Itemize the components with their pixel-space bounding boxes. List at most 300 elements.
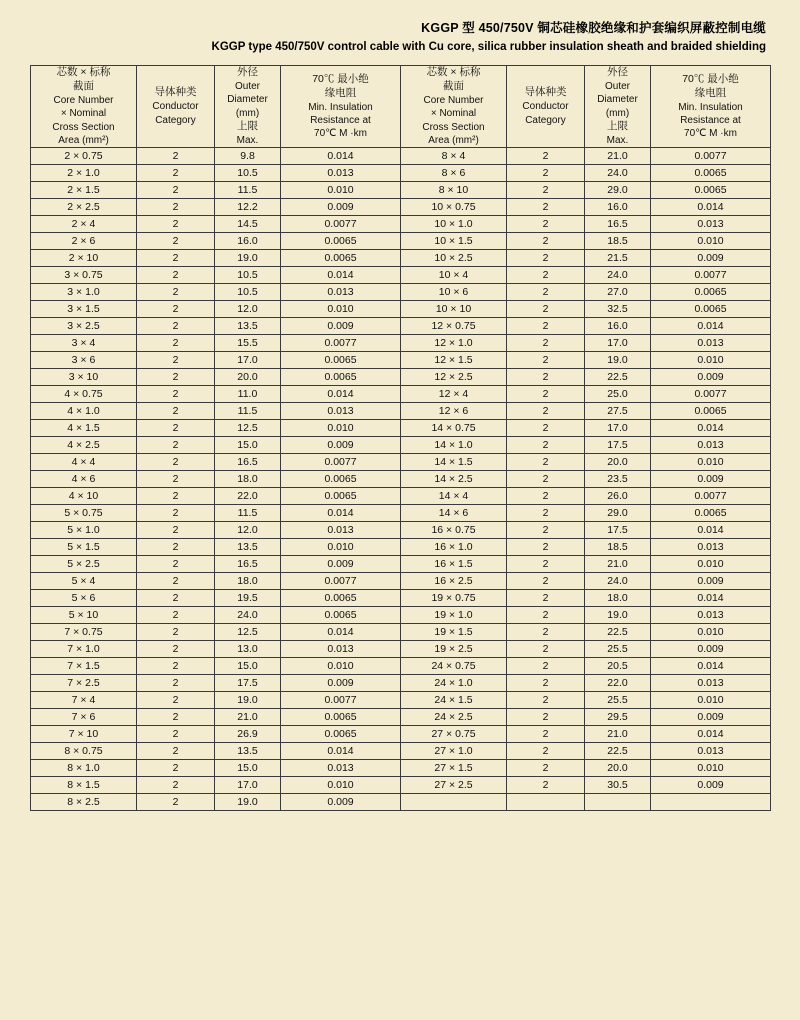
table-body xyxy=(31,148,771,811)
col-header-insulation-resistance-left xyxy=(281,66,401,148)
cell-core-number-right: 12 × 4 xyxy=(401,386,507,403)
cell-outer-diameter-left: 11.0 xyxy=(215,386,281,403)
cell-core-number-right: 24 × 1.5 xyxy=(401,692,507,709)
table-header xyxy=(31,66,771,148)
cell-conductor-category-left: 2 xyxy=(137,641,215,658)
table-row xyxy=(31,539,771,556)
header-text: 缘电阻 xyxy=(694,86,727,99)
cell-outer-diameter-right: 29.5 xyxy=(585,709,651,726)
cell-outer-diameter-right: 21.0 xyxy=(585,556,651,573)
header-text: 截面 xyxy=(73,79,94,92)
cell-insulation-resistance-right: 0.0065 xyxy=(651,403,771,420)
table-row xyxy=(31,709,771,726)
col-header-conductor-category-right xyxy=(507,66,585,148)
header-text: Conductor xyxy=(522,101,569,113)
cell-conductor-category-left: 2 xyxy=(137,335,215,352)
cell-outer-diameter-left: 22.0 xyxy=(215,488,281,505)
header-text: × Nominal xyxy=(60,108,107,120)
cell-conductor-category-right: 2 xyxy=(507,403,585,420)
cell-outer-diameter-right: 25.0 xyxy=(585,386,651,403)
cell-conductor-category-left: 2 xyxy=(137,148,215,165)
cell-conductor-category-left: 2 xyxy=(137,454,215,471)
table-row xyxy=(31,284,771,301)
cell-outer-diameter-left: 18.0 xyxy=(215,471,281,488)
cell-outer-diameter-left: 20.0 xyxy=(215,369,281,386)
cell-outer-diameter-left: 13.0 xyxy=(215,641,281,658)
cell-insulation-resistance-left: 0.014 xyxy=(281,386,401,403)
cell-core-number-right: 10 × 1.0 xyxy=(401,216,507,233)
cell-outer-diameter-left: 17.0 xyxy=(215,352,281,369)
cell-insulation-resistance-right: 0.013 xyxy=(651,216,771,233)
cell-outer-diameter-left: 18.0 xyxy=(215,573,281,590)
cell-insulation-resistance-right: 0.014 xyxy=(651,318,771,335)
cell-insulation-resistance-left: 0.009 xyxy=(281,675,401,692)
cell-conductor-category-left: 2 xyxy=(137,199,215,216)
cell-core-number-left: 3 × 4 xyxy=(31,335,137,352)
cell-conductor-category-right xyxy=(507,794,585,811)
cell-outer-diameter-right: 30.5 xyxy=(585,777,651,794)
cell-core-number-right: 16 × 1.0 xyxy=(401,539,507,556)
cell-conductor-category-right: 2 xyxy=(507,284,585,301)
cell-insulation-resistance-right: 0.0077 xyxy=(651,386,771,403)
cell-insulation-resistance-left: 0.009 xyxy=(281,437,401,454)
cell-core-number-left: 7 × 0.75 xyxy=(31,624,137,641)
cell-conductor-category-left: 2 xyxy=(137,556,215,573)
cell-outer-diameter-right: 18.5 xyxy=(585,539,651,556)
table-row xyxy=(31,403,771,420)
table-row xyxy=(31,641,771,658)
cell-conductor-category-left: 2 xyxy=(137,250,215,267)
cell-conductor-category-right: 2 xyxy=(507,471,585,488)
cell-outer-diameter-left: 12.0 xyxy=(215,301,281,318)
cell-conductor-category-right: 2 xyxy=(507,522,585,539)
table-row xyxy=(31,420,771,437)
cell-outer-diameter-right: 26.0 xyxy=(585,488,651,505)
cell-core-number-left: 2 × 10 xyxy=(31,250,137,267)
header-text: Category xyxy=(155,114,196,126)
cell-insulation-resistance-right: 0.010 xyxy=(651,624,771,641)
cell-outer-diameter-right: 17.0 xyxy=(585,335,651,352)
cell-outer-diameter-left: 19.0 xyxy=(215,692,281,709)
cell-conductor-category-right: 2 xyxy=(507,573,585,590)
cell-conductor-category-left: 2 xyxy=(137,318,215,335)
cell-insulation-resistance-right: 0.013 xyxy=(651,675,771,692)
cell-insulation-resistance-right: 0.009 xyxy=(651,777,771,794)
header-text: 导体种类 xyxy=(524,86,567,99)
cell-insulation-resistance-left: 0.014 xyxy=(281,267,401,284)
cell-core-number-right xyxy=(401,794,507,811)
header-text: Area (mm²) xyxy=(58,134,109,146)
table-row xyxy=(31,624,771,641)
table-row xyxy=(31,556,771,573)
cell-outer-diameter-right: 25.5 xyxy=(585,641,651,658)
table-row xyxy=(31,726,771,743)
cell-insulation-resistance-left: 0.009 xyxy=(281,556,401,573)
cell-insulation-resistance-left: 0.010 xyxy=(281,539,401,556)
cell-insulation-resistance-left: 0.0065 xyxy=(281,352,401,369)
cell-core-number-right: 14 × 4 xyxy=(401,488,507,505)
table-row xyxy=(31,692,771,709)
cell-insulation-resistance-left: 0.014 xyxy=(281,148,401,165)
cell-core-number-right: 24 × 1.0 xyxy=(401,675,507,692)
cell-outer-diameter-right: 20.0 xyxy=(585,454,651,471)
cell-insulation-resistance-left: 0.010 xyxy=(281,182,401,199)
cell-conductor-category-left: 2 xyxy=(137,182,215,199)
cell-outer-diameter-right: 23.5 xyxy=(585,471,651,488)
cell-insulation-resistance-right: 0.009 xyxy=(651,573,771,590)
cell-conductor-category-left: 2 xyxy=(137,624,215,641)
cell-outer-diameter-right: 16.0 xyxy=(585,199,651,216)
cell-outer-diameter-left: 26.9 xyxy=(215,726,281,743)
cell-insulation-resistance-left: 0.010 xyxy=(281,777,401,794)
cell-conductor-category-right: 2 xyxy=(507,250,585,267)
cell-core-number-right: 19 × 1.0 xyxy=(401,607,507,624)
cell-insulation-resistance-right: 0.014 xyxy=(651,522,771,539)
table-row xyxy=(31,182,771,199)
header-text: 导体种类 xyxy=(154,86,197,99)
cell-core-number-right: 24 × 0.75 xyxy=(401,658,507,675)
cell-insulation-resistance-right: 0.009 xyxy=(651,471,771,488)
cell-conductor-category-left: 2 xyxy=(137,284,215,301)
cell-insulation-resistance-left: 0.0065 xyxy=(281,607,401,624)
cell-core-number-left: 8 × 1.5 xyxy=(31,777,137,794)
header-text: Min. Insulation xyxy=(308,101,373,113)
cell-conductor-category-left: 2 xyxy=(137,267,215,284)
cell-outer-diameter-right: 17.0 xyxy=(585,420,651,437)
cell-core-number-left: 5 × 1.5 xyxy=(31,539,137,556)
cell-insulation-resistance-left: 0.013 xyxy=(281,760,401,777)
cell-outer-diameter-left: 17.0 xyxy=(215,777,281,794)
cell-outer-diameter-left: 13.5 xyxy=(215,743,281,760)
table-row xyxy=(31,454,771,471)
header-text: Max. xyxy=(236,134,259,146)
cell-insulation-resistance-right: 0.014 xyxy=(651,199,771,216)
cell-core-number-right: 19 × 0.75 xyxy=(401,590,507,607)
cell-core-number-right: 8 × 10 xyxy=(401,182,507,199)
cell-insulation-resistance-left: 0.0065 xyxy=(281,726,401,743)
cell-conductor-category-right: 2 xyxy=(507,624,585,641)
cell-outer-diameter-right: 17.5 xyxy=(585,522,651,539)
cell-conductor-category-left: 2 xyxy=(137,794,215,811)
cell-core-number-left: 8 × 2.5 xyxy=(31,794,137,811)
table-row xyxy=(31,607,771,624)
cell-insulation-resistance-right: 0.0065 xyxy=(651,301,771,318)
header-text: Category xyxy=(525,114,566,126)
cell-outer-diameter-left: 10.5 xyxy=(215,165,281,182)
cell-insulation-resistance-left: 0.0065 xyxy=(281,488,401,505)
cell-outer-diameter-left: 15.0 xyxy=(215,658,281,675)
cell-conductor-category-right: 2 xyxy=(507,335,585,352)
cell-outer-diameter-right: 16.0 xyxy=(585,318,651,335)
cell-conductor-category-left: 2 xyxy=(137,216,215,233)
cell-insulation-resistance-left: 0.014 xyxy=(281,624,401,641)
table-row xyxy=(31,352,771,369)
cell-core-number-right: 14 × 2.5 xyxy=(401,471,507,488)
cell-outer-diameter-left: 21.0 xyxy=(215,709,281,726)
cell-core-number-left: 8 × 0.75 xyxy=(31,743,137,760)
cell-outer-diameter-right: 24.0 xyxy=(585,165,651,182)
header-text: 70℃ M ·km xyxy=(684,128,737,140)
table-row xyxy=(31,267,771,284)
cell-core-number-right: 10 × 6 xyxy=(401,284,507,301)
cell-outer-diameter-left: 19.0 xyxy=(215,794,281,811)
cell-insulation-resistance-right: 0.010 xyxy=(651,233,771,250)
cell-insulation-resistance-left: 0.0065 xyxy=(281,590,401,607)
cell-core-number-right: 16 × 0.75 xyxy=(401,522,507,539)
cell-core-number-right: 27 × 2.5 xyxy=(401,777,507,794)
cell-core-number-left: 3 × 6 xyxy=(31,352,137,369)
cell-core-number-right: 10 × 0.75 xyxy=(401,199,507,216)
table-row xyxy=(31,369,771,386)
cell-conductor-category-right: 2 xyxy=(507,556,585,573)
cell-insulation-resistance-left: 0.010 xyxy=(281,658,401,675)
cell-core-number-right: 12 × 6 xyxy=(401,403,507,420)
col-header-insulation-resistance-right xyxy=(651,66,771,148)
cell-insulation-resistance-left: 0.009 xyxy=(281,318,401,335)
cell-conductor-category-right: 2 xyxy=(507,675,585,692)
cell-outer-diameter-right: 18.5 xyxy=(585,233,651,250)
header-text: Cross Section xyxy=(52,121,115,133)
cell-conductor-category-left: 2 xyxy=(137,420,215,437)
table-row xyxy=(31,335,771,352)
cell-conductor-category-left: 2 xyxy=(137,488,215,505)
cell-conductor-category-left: 2 xyxy=(137,505,215,522)
header-text: 芯数 × 标称 xyxy=(426,66,481,78)
cell-outer-diameter-right: 27.5 xyxy=(585,403,651,420)
cell-insulation-resistance-left: 0.013 xyxy=(281,403,401,420)
cell-outer-diameter-left: 16.5 xyxy=(215,556,281,573)
header-text: 上限 xyxy=(237,119,258,132)
cell-insulation-resistance-left: 0.009 xyxy=(281,199,401,216)
cell-insulation-resistance-right: 0.010 xyxy=(651,692,771,709)
cell-core-number-left: 5 × 4 xyxy=(31,573,137,590)
cell-core-number-right: 19 × 1.5 xyxy=(401,624,507,641)
document-title-cn: KGGP 型 450/750V 铜芯硅橡胶绝缘和护套编织屏蔽控制电缆 xyxy=(421,21,766,35)
header-text: 外径 xyxy=(237,66,258,78)
table-row xyxy=(31,522,771,539)
cell-conductor-category-right: 2 xyxy=(507,182,585,199)
cell-core-number-right: 16 × 1.5 xyxy=(401,556,507,573)
header-text: Core Number xyxy=(423,94,484,106)
cell-core-number-right: 24 × 2.5 xyxy=(401,709,507,726)
header-text: 芯数 × 标称 xyxy=(56,66,111,78)
cell-core-number-left: 5 × 2.5 xyxy=(31,556,137,573)
cell-conductor-category-left: 2 xyxy=(137,760,215,777)
cell-insulation-resistance-right: 0.0065 xyxy=(651,505,771,522)
cell-outer-diameter-right: 22.5 xyxy=(585,624,651,641)
cell-conductor-category-right: 2 xyxy=(507,709,585,726)
cell-outer-diameter-left: 16.5 xyxy=(215,454,281,471)
cell-core-number-left: 4 × 4 xyxy=(31,454,137,471)
cell-core-number-left: 2 × 1.0 xyxy=(31,165,137,182)
cell-core-number-right: 27 × 1.5 xyxy=(401,760,507,777)
cell-insulation-resistance-right: 0.0065 xyxy=(651,284,771,301)
cell-insulation-resistance-right: 0.009 xyxy=(651,250,771,267)
cell-conductor-category-right: 2 xyxy=(507,199,585,216)
header-text: Resistance at xyxy=(310,114,371,126)
cell-core-number-right: 10 × 4 xyxy=(401,267,507,284)
cell-conductor-category-right: 2 xyxy=(507,488,585,505)
header-text: Diameter xyxy=(227,94,268,106)
cell-core-number-right: 12 × 1.0 xyxy=(401,335,507,352)
table-row xyxy=(31,199,771,216)
cell-outer-diameter-right: 24.0 xyxy=(585,573,651,590)
cell-conductor-category-right: 2 xyxy=(507,760,585,777)
cell-insulation-resistance-left: 0.0077 xyxy=(281,573,401,590)
cell-conductor-category-left: 2 xyxy=(137,233,215,250)
table-header-row xyxy=(31,66,771,148)
table-row xyxy=(31,148,771,165)
header-text: 截面 xyxy=(443,79,464,92)
header-text: 70℃ 最小绝 xyxy=(312,72,369,85)
cell-conductor-category-right: 2 xyxy=(507,386,585,403)
cell-conductor-category-right: 2 xyxy=(507,607,585,624)
cell-core-number-left: 4 × 1.0 xyxy=(31,403,137,420)
cell-core-number-right: 12 × 0.75 xyxy=(401,318,507,335)
header-text: Conductor xyxy=(152,101,199,113)
cell-insulation-resistance-right: 0.014 xyxy=(651,420,771,437)
cell-outer-diameter-left: 15.0 xyxy=(215,760,281,777)
cell-outer-diameter-right: 24.0 xyxy=(585,267,651,284)
cell-insulation-resistance-right: 0.014 xyxy=(651,726,771,743)
cell-core-number-left: 4 × 2.5 xyxy=(31,437,137,454)
cell-outer-diameter-left: 13.5 xyxy=(215,318,281,335)
cell-outer-diameter-left: 12.5 xyxy=(215,420,281,437)
cell-outer-diameter-right: 29.0 xyxy=(585,505,651,522)
cell-outer-diameter-right: 22.5 xyxy=(585,369,651,386)
cell-conductor-category-left: 2 xyxy=(137,352,215,369)
header-text: Resistance at xyxy=(680,114,741,126)
cell-outer-diameter-left: 10.5 xyxy=(215,267,281,284)
cell-outer-diameter-right: 32.5 xyxy=(585,301,651,318)
cell-outer-diameter-right: 20.5 xyxy=(585,658,651,675)
header-text: (mm) xyxy=(605,107,630,119)
cell-core-number-right: 10 × 1.5 xyxy=(401,233,507,250)
cell-insulation-resistance-right: 0.0077 xyxy=(651,148,771,165)
header-text: 70℃ M ·km xyxy=(314,128,367,140)
cell-conductor-category-left: 2 xyxy=(137,726,215,743)
cell-conductor-category-right: 2 xyxy=(507,726,585,743)
cell-insulation-resistance-right: 0.013 xyxy=(651,607,771,624)
table-row xyxy=(31,675,771,692)
cell-conductor-category-left: 2 xyxy=(137,607,215,624)
col-header-conductor-category-left xyxy=(137,66,215,148)
cell-conductor-category-left: 2 xyxy=(137,301,215,318)
col-header-outer-diameter-left xyxy=(215,66,281,148)
cell-conductor-category-right: 2 xyxy=(507,352,585,369)
cell-outer-diameter-left: 12.0 xyxy=(215,522,281,539)
cell-insulation-resistance-left: 0.0065 xyxy=(281,233,401,250)
cell-core-number-left: 7 × 4 xyxy=(31,692,137,709)
cell-core-number-left: 5 × 10 xyxy=(31,607,137,624)
cell-insulation-resistance-right: 0.009 xyxy=(651,369,771,386)
table-row xyxy=(31,488,771,505)
cell-insulation-resistance-left: 0.0077 xyxy=(281,692,401,709)
table-row xyxy=(31,301,771,318)
cell-core-number-left: 8 × 1.0 xyxy=(31,760,137,777)
cell-insulation-resistance-right xyxy=(651,794,771,811)
cell-conductor-category-right: 2 xyxy=(507,743,585,760)
cell-conductor-category-left: 2 xyxy=(137,369,215,386)
cell-outer-diameter-right: 25.5 xyxy=(585,692,651,709)
cell-outer-diameter-left: 11.5 xyxy=(215,182,281,199)
header-text: Outer xyxy=(234,80,260,92)
cell-insulation-resistance-left: 0.010 xyxy=(281,301,401,318)
cell-insulation-resistance-right: 0.009 xyxy=(651,641,771,658)
cell-core-number-left: 2 × 2.5 xyxy=(31,199,137,216)
cell-insulation-resistance-right: 0.014 xyxy=(651,658,771,675)
table-row xyxy=(31,573,771,590)
cell-outer-diameter-right: 21.5 xyxy=(585,250,651,267)
cell-core-number-left: 3 × 1.0 xyxy=(31,284,137,301)
table-row xyxy=(31,437,771,454)
cell-core-number-right: 10 × 10 xyxy=(401,301,507,318)
cell-outer-diameter-right: 21.0 xyxy=(585,726,651,743)
header-text: Core Number xyxy=(53,94,114,106)
cell-outer-diameter-left: 24.0 xyxy=(215,607,281,624)
cell-conductor-category-right: 2 xyxy=(507,233,585,250)
cell-core-number-left: 5 × 6 xyxy=(31,590,137,607)
table-row xyxy=(31,794,771,811)
cell-core-number-right: 14 × 6 xyxy=(401,505,507,522)
cell-insulation-resistance-right: 0.0077 xyxy=(651,488,771,505)
cell-insulation-resistance-right: 0.010 xyxy=(651,454,771,471)
cell-insulation-resistance-left: 0.0065 xyxy=(281,250,401,267)
cell-conductor-category-left: 2 xyxy=(137,165,215,182)
header-text: Cross Section xyxy=(422,121,485,133)
cell-conductor-category-right: 2 xyxy=(507,216,585,233)
cell-insulation-resistance-left: 0.013 xyxy=(281,284,401,301)
cell-outer-diameter-right: 20.0 xyxy=(585,760,651,777)
cell-core-number-left: 7 × 10 xyxy=(31,726,137,743)
cell-core-number-left: 7 × 2.5 xyxy=(31,675,137,692)
cell-outer-diameter-left: 11.5 xyxy=(215,505,281,522)
cell-core-number-right: 14 × 0.75 xyxy=(401,420,507,437)
cell-insulation-resistance-left: 0.0065 xyxy=(281,471,401,488)
header-text: 缘电阻 xyxy=(324,86,357,99)
table-row xyxy=(31,318,771,335)
cell-outer-diameter-left: 13.5 xyxy=(215,539,281,556)
cell-outer-diameter-right: 29.0 xyxy=(585,182,651,199)
table-row xyxy=(31,743,771,760)
header-text: 外径 xyxy=(607,66,628,78)
cell-conductor-category-right: 2 xyxy=(507,301,585,318)
cell-insulation-resistance-left: 0.013 xyxy=(281,522,401,539)
cell-conductor-category-right: 2 xyxy=(507,148,585,165)
cell-core-number-right: 12 × 1.5 xyxy=(401,352,507,369)
cell-core-number-left: 2 × 0.75 xyxy=(31,148,137,165)
cell-outer-diameter-left: 15.0 xyxy=(215,437,281,454)
header-text: Min. Insulation xyxy=(678,101,743,113)
cell-core-number-left: 2 × 4 xyxy=(31,216,137,233)
cell-core-number-left: 4 × 6 xyxy=(31,471,137,488)
cell-conductor-category-right: 2 xyxy=(507,437,585,454)
cell-insulation-resistance-right: 0.010 xyxy=(651,556,771,573)
table-row xyxy=(31,216,771,233)
cell-insulation-resistance-left: 0.014 xyxy=(281,505,401,522)
cell-core-number-right: 27 × 1.0 xyxy=(401,743,507,760)
cell-insulation-resistance-right: 0.014 xyxy=(651,590,771,607)
cell-insulation-resistance-right: 0.013 xyxy=(651,437,771,454)
cell-conductor-category-right: 2 xyxy=(507,165,585,182)
cell-conductor-category-left: 2 xyxy=(137,692,215,709)
cell-conductor-category-left: 2 xyxy=(137,437,215,454)
cell-conductor-category-right: 2 xyxy=(507,318,585,335)
cell-outer-diameter-right: 18.0 xyxy=(585,590,651,607)
cell-insulation-resistance-right: 0.013 xyxy=(651,335,771,352)
header-text: (mm) xyxy=(235,107,260,119)
cell-outer-diameter-left: 11.5 xyxy=(215,403,281,420)
